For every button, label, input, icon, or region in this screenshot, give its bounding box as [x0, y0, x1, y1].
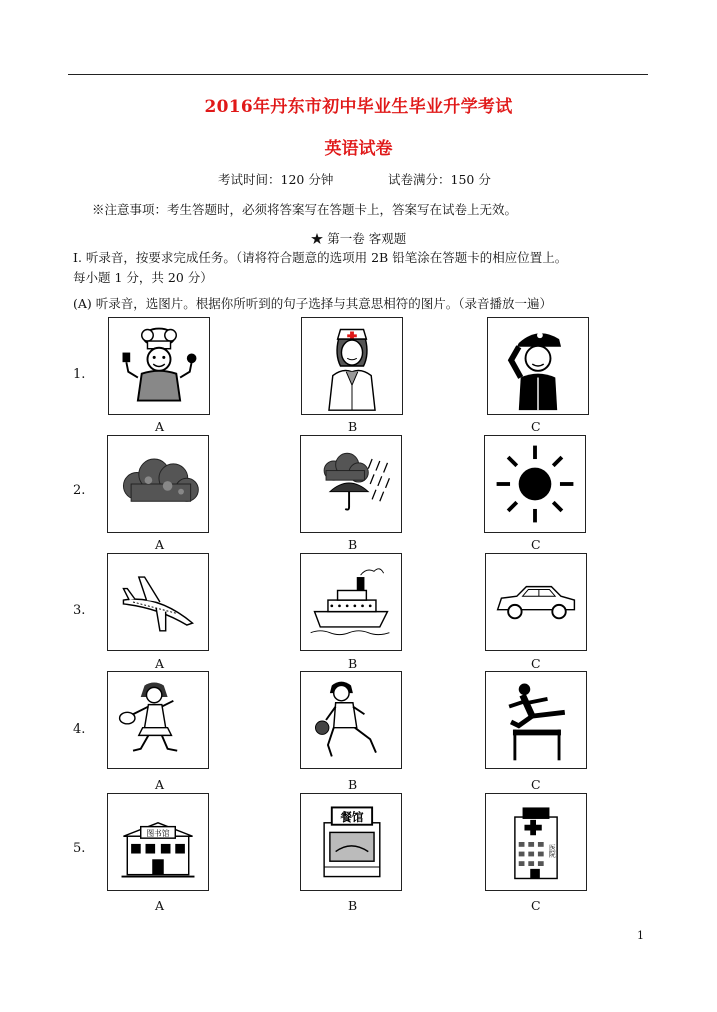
option-letter: B	[348, 419, 358, 434]
question-number: 4.	[73, 722, 86, 737]
section-title: ★ 第一卷 客观题	[310, 231, 407, 246]
notice-text: ※注意事项：考生答题时，必须将答案写在答题卡上，答案写在试卷上无效。	[92, 202, 518, 217]
restaurant-icon	[301, 794, 401, 890]
sunny-icon	[485, 436, 585, 532]
option-letter: C	[531, 537, 541, 552]
nurse-icon	[302, 318, 402, 414]
option-picture[interactable]	[487, 317, 589, 415]
option-letter: B	[348, 656, 358, 671]
option-letter: B	[348, 898, 358, 913]
option-picture[interactable]	[300, 671, 402, 769]
option-letter: B	[348, 537, 358, 552]
question-number: 3.	[73, 603, 86, 618]
police-officer-icon	[488, 318, 588, 414]
option-picture[interactable]	[301, 317, 403, 415]
option-letter: A	[155, 656, 165, 671]
option-letter: A	[155, 898, 165, 913]
option-picture[interactable]	[485, 793, 587, 891]
tennis-player-icon	[108, 672, 208, 768]
rainy-icon	[301, 436, 401, 532]
top-rule	[68, 74, 648, 75]
part-intro-line2: 每小题 1 分，共 20 分）	[73, 270, 213, 285]
page-number: 1	[637, 929, 644, 942]
option-picture[interactable]	[485, 553, 587, 651]
part-intro-line1: Ⅰ. 听录音，按要求完成任务。（请将符合题意的选项用 2B 铅笔涂在答题卡的相应位置上。	[73, 250, 568, 265]
option-letter: C	[531, 656, 541, 671]
car-icon	[486, 554, 586, 650]
option-picture[interactable]	[485, 671, 587, 769]
cloudy-icon	[108, 436, 208, 532]
option-picture[interactable]	[300, 793, 402, 891]
option-letter: A	[155, 537, 165, 552]
exam-time: 考试时间：120 分钟	[218, 172, 334, 187]
option-picture[interactable]	[484, 435, 586, 533]
restaurant-sign: 餐馆	[340, 809, 364, 824]
exam-title: 2016年丹东市初中毕业生毕业升学考试	[204, 97, 513, 117]
option-picture[interactable]	[107, 793, 209, 891]
question-number: 5.	[73, 841, 86, 856]
option-picture[interactable]	[300, 553, 402, 651]
option-letter: C	[531, 777, 541, 792]
option-picture[interactable]	[300, 435, 402, 533]
airplane-icon	[108, 554, 208, 650]
chef-icon	[109, 318, 209, 414]
option-picture[interactable]	[107, 435, 209, 533]
option-letter: A	[155, 777, 165, 792]
hurdler-icon	[486, 672, 586, 768]
paper-subtitle: 英语试卷	[324, 139, 393, 159]
sub-section-a: (A) 听录音，选图片。根据你所听到的句子选择与其意思相符的图片。（录音播放一遍）	[73, 296, 553, 311]
hospital-icon	[486, 794, 586, 890]
option-picture[interactable]	[107, 671, 209, 769]
library-sign: 图书馆	[146, 829, 170, 839]
hospital-sign: 医院	[547, 843, 556, 858]
option-letter: C	[531, 419, 541, 434]
option-letter: C	[531, 898, 541, 913]
option-picture[interactable]	[108, 317, 210, 415]
library-icon	[108, 794, 208, 890]
option-letter: A	[155, 419, 165, 434]
full-score: 试卷满分：150 分	[388, 172, 491, 187]
question-number: 1.	[73, 367, 86, 382]
option-picture[interactable]	[107, 553, 209, 651]
ship-icon	[301, 554, 401, 650]
question-number: 2.	[73, 483, 86, 498]
basketball-player-icon	[301, 672, 401, 768]
option-letter: B	[348, 777, 358, 792]
